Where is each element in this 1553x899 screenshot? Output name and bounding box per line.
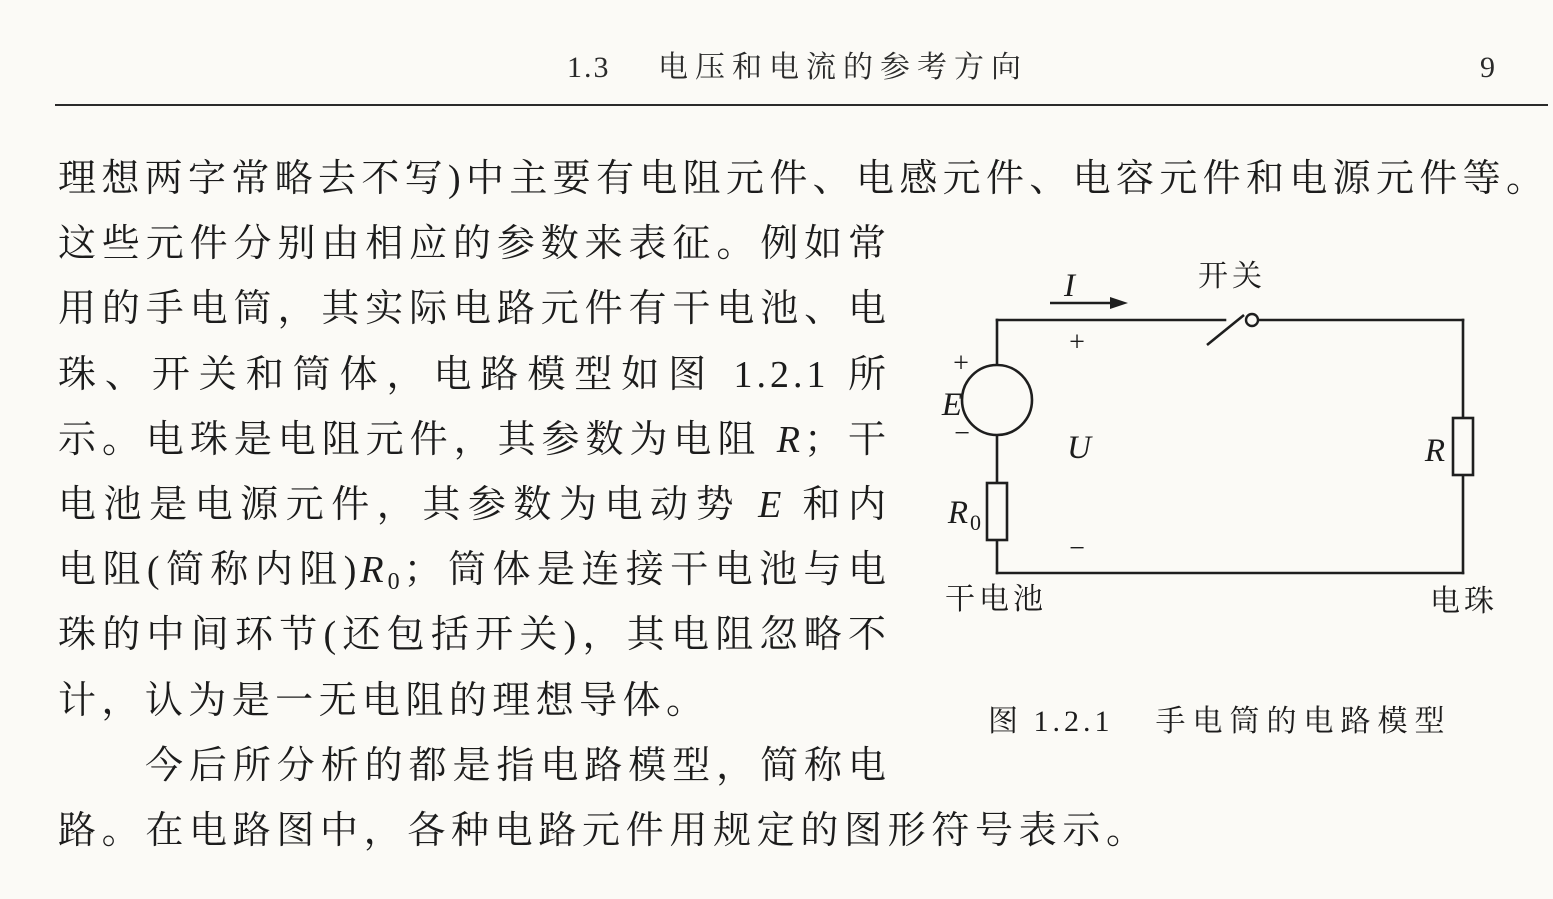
text-line-7: [58, 538, 890, 603]
current-arrow-head: [1110, 297, 1128, 309]
resistance-symbol: R: [776, 418, 805, 461]
bulb-resistance-label: R: [1424, 433, 1446, 469]
text-line-6: [58, 473, 890, 538]
internal-resistance-symbol: R: [360, 549, 388, 592]
text-line-8: [58, 603, 890, 668]
text-line-11: [58, 799, 1148, 864]
text-segment: 今后所分析的都是指电路模型，简称电: [145, 744, 890, 787]
text-segment: 珠、开关和筒体，电路模型如图 1.2.1 所: [58, 353, 890, 396]
emf-symbol: E: [758, 483, 786, 526]
page-number: 9: [1480, 51, 1495, 84]
text-segment: 电阻(简称内阻): [58, 549, 361, 592]
text-line-3: [58, 277, 890, 342]
switch-label: 开关: [1198, 260, 1266, 293]
text-line-1: [58, 147, 1548, 212]
text-segment: 理想两字常略去不写)中主要有电阻元件、电感元件、电容元件和电源元件等。: [58, 158, 1548, 200]
internal-resistance-label: R: [947, 495, 969, 531]
switch-contact: [1246, 314, 1258, 326]
plus-top-label: +: [1069, 327, 1085, 358]
text-segment: 用的手电筒，其实际电路元件有干电池、电: [58, 288, 890, 331]
minus-source-label: −: [954, 418, 970, 449]
plus-source-label: +: [953, 348, 969, 379]
internal-resistance-subscript-label: 0: [970, 510, 981, 535]
section-title: 电压和电流的参考方向: [658, 51, 1028, 84]
switch-symbol: [1207, 314, 1258, 345]
text-segment: 示。电珠是电阻元件，其参数为电阻: [58, 418, 777, 461]
text-segment: ；筒体是连接干电池与电: [403, 549, 890, 592]
text-line-2: [58, 212, 890, 277]
figure-caption: [988, 704, 1452, 740]
internal-resistance-subscript: 0: [387, 569, 404, 596]
current-label: I: [1064, 268, 1075, 304]
text-line-5: [58, 408, 890, 473]
circuit-diagram: [920, 255, 1520, 635]
text-segment: 这些元件分别由相应的参数来表征。例如常: [58, 223, 890, 266]
bulb-label: 电珠: [1430, 585, 1498, 618]
internal-resistor-symbol: [987, 483, 1007, 540]
current-arrow: [1050, 297, 1128, 309]
section-number: 1.3: [567, 51, 611, 84]
minus-bottom-label: −: [1069, 533, 1085, 564]
text-segment: 珠的中间环节(还包括开关)，其电阻忽略不: [58, 614, 890, 657]
battery-label: 干电池: [945, 583, 1047, 616]
header-rule: [55, 104, 1548, 106]
text-segment: 和内: [785, 483, 890, 526]
figure-title: 手电筒的电路模型: [1155, 705, 1452, 738]
emf-label: E: [941, 387, 963, 423]
bulb-resistor-symbol: [1453, 418, 1473, 475]
text-segment: ；干: [804, 418, 890, 461]
voltage-label: U: [1067, 430, 1091, 466]
text-line-10: [145, 734, 890, 799]
text-line-9: [58, 669, 708, 734]
text-segment: 计，认为是一无电阻的理想导体。: [58, 679, 708, 722]
figure-number: 图 1.2.1: [988, 705, 1114, 738]
text-segment: 电池是电源元件，其参数为电动势: [58, 483, 759, 526]
voltage-source-symbol: [962, 365, 1032, 435]
text-segment: 路。在电路图中，各种电路元件用规定的图形符号表示。: [58, 809, 1148, 852]
text-line-4: [58, 343, 890, 408]
